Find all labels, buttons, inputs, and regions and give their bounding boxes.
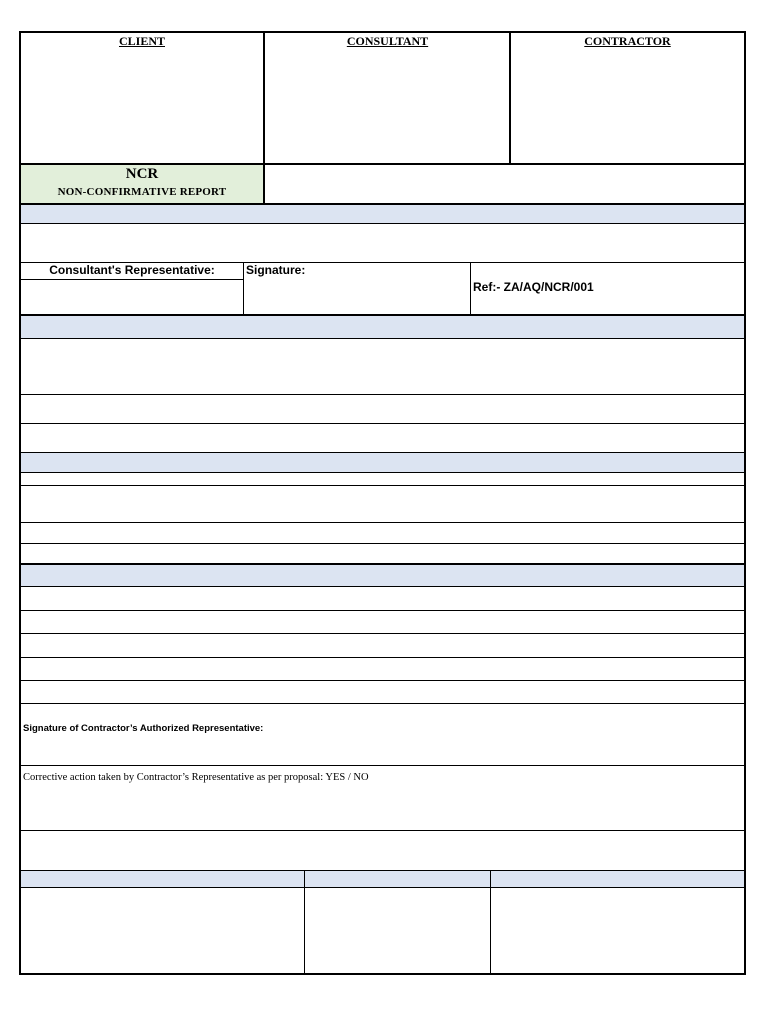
- section-band: [21, 205, 744, 223]
- section-band: [21, 453, 744, 472]
- divider: [21, 680, 744, 681]
- section-band: [21, 565, 744, 586]
- divider: [490, 870, 491, 975]
- section-band: [21, 316, 744, 338]
- section-band: [21, 871, 744, 887]
- divider: [21, 223, 744, 224]
- divider: [21, 765, 744, 766]
- contractor-header: CONTRACTOR: [584, 34, 671, 48]
- divider: [21, 338, 744, 339]
- corrective-action-label: Corrective action taken by Contractor’s Representative as per proposal: YES / NO: [23, 772, 369, 783]
- contractor-signature-label: Signature of Contractor’s Authorized Representative:: [23, 723, 264, 734]
- signature-label: Signature:: [246, 263, 306, 277]
- divider: [243, 262, 244, 314]
- reference-number: Ref:- ZA/AQ/NCR/001: [473, 280, 594, 294]
- ncr-form: [19, 31, 746, 975]
- ncr-subtitle: NON-CONFIRMATIVE REPORT: [57, 186, 227, 198]
- consultant-representative-label: Consultant's Representative:: [49, 263, 215, 277]
- ncr-title: NCR: [125, 166, 159, 182]
- divider: [21, 472, 744, 473]
- divider: [21, 394, 744, 395]
- divider: [21, 543, 744, 544]
- divider: [21, 485, 744, 486]
- divider: [470, 262, 471, 314]
- divider: [21, 703, 744, 704]
- client-header: CLIENT: [118, 34, 165, 48]
- divider: [21, 610, 744, 611]
- divider: [21, 423, 744, 424]
- divider: [21, 830, 744, 831]
- divider: [21, 279, 243, 280]
- divider: [304, 870, 305, 975]
- divider: [21, 522, 744, 523]
- divider: [21, 887, 744, 888]
- consultant-header: CONSULTANT: [346, 34, 429, 48]
- divider: [21, 586, 744, 587]
- divider: [263, 33, 265, 203]
- divider: [21, 633, 744, 634]
- divider: [509, 33, 511, 164]
- ncr-title-box: [21, 165, 263, 203]
- divider: [21, 657, 744, 658]
